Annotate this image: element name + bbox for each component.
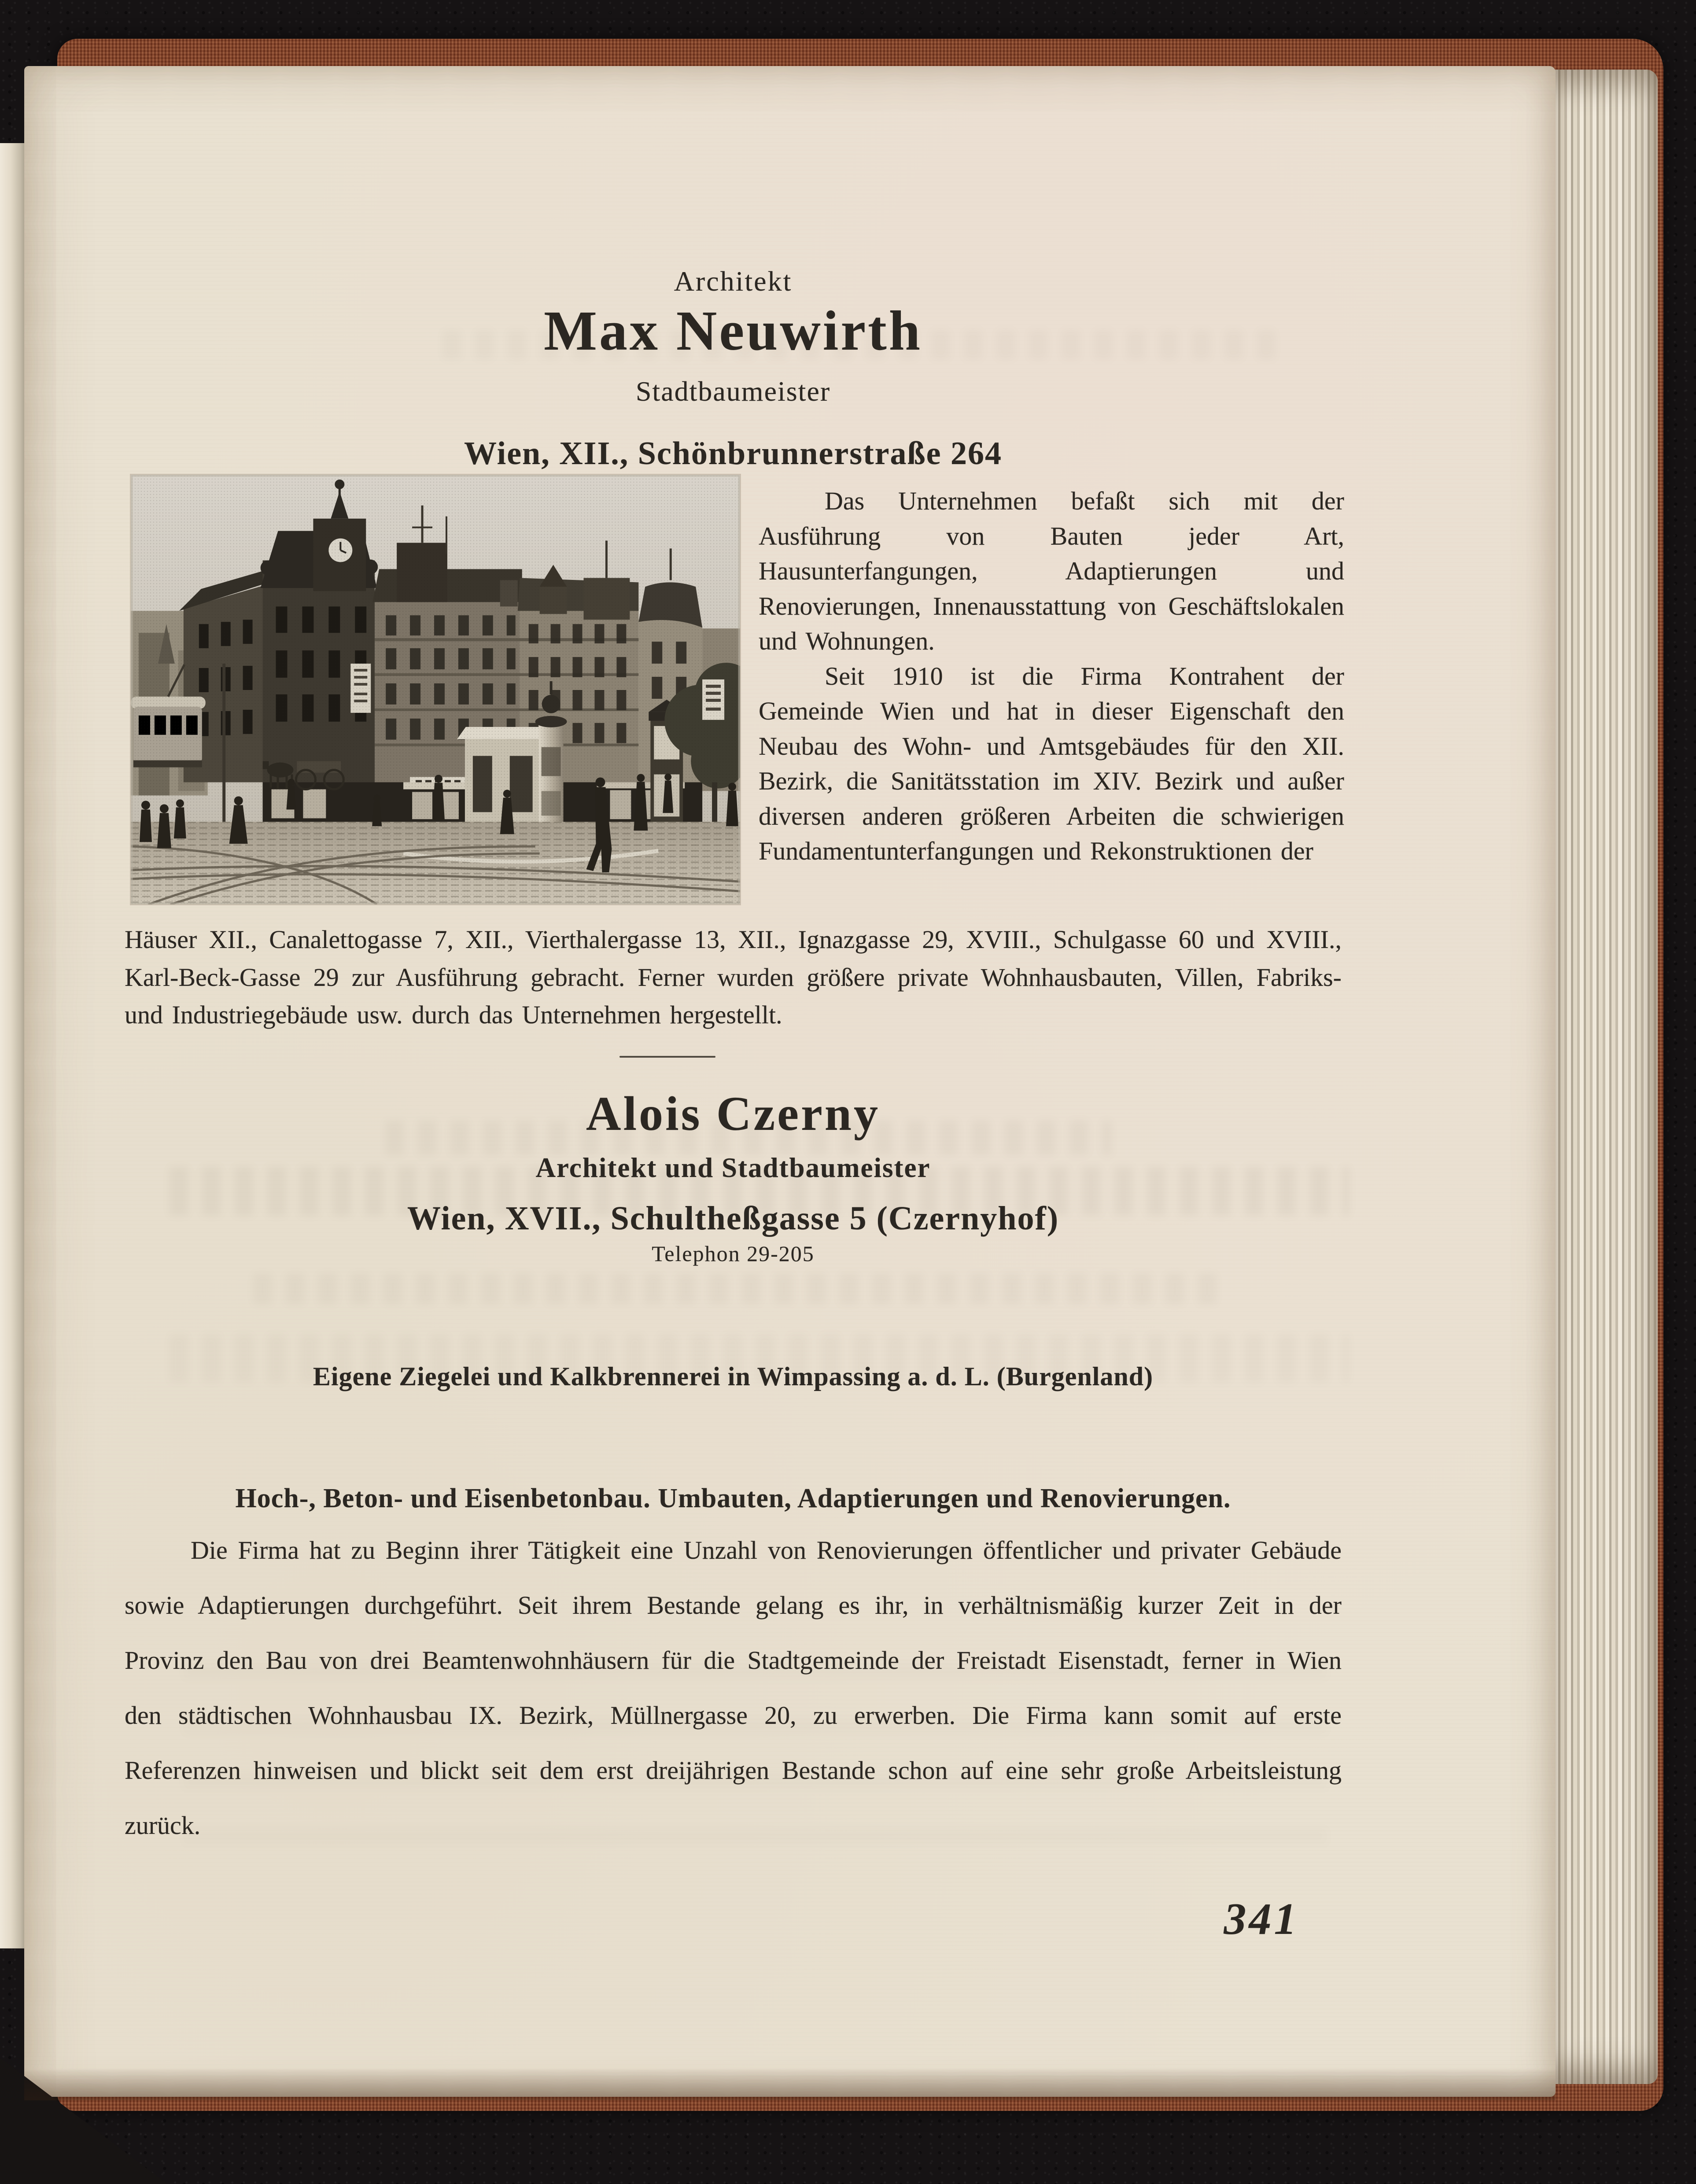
- page-bottom-shadow: [24, 2070, 1556, 2100]
- building-photo: [131, 475, 740, 904]
- page-number: 341: [1224, 1894, 1299, 1944]
- section-divider-rule: [619, 1056, 715, 1058]
- listing2-description: [125, 1523, 1342, 1853]
- listing1-paragraph-2: Seit 1910 ist die Firma Kontrahent der Gemeinde Wien und hat in dieser Eigenschaft den Neubau des Wohn- und Amtsgebäudes für den XII. Bezirk, die Sanitätsstation im XIV. Bezirk und außer diversen anderen größeren Arbeiten die schwierigen Fundamentunterfangungen und Rekonstruktionen der: [759, 661, 1344, 865]
- listing1-paragraph-1: Das Unternehmen befaßt sich mit der Ausführung von Bauten jeder Art, Hausunterfangungen, Adaptierungen und Renovierungen, Innenausstattung von Geschäftslokalen und Wohnungen.: [759, 487, 1344, 655]
- book-page: [24, 66, 1556, 2097]
- listing2-facilities-line: Eigene Ziegelei und Kalkbrennerei in Wimpassing a. d. L. (Burgenland): [313, 1362, 1154, 1391]
- listing1-title: Stadtbaumeister: [635, 376, 831, 407]
- listing1-name: Max Neuwirth: [544, 299, 922, 362]
- listing2-name: Alois Czerny: [586, 1087, 880, 1140]
- listing2-title: Architekt und Stadtbaumeister: [535, 1152, 931, 1183]
- building-photo-illustration: [131, 475, 740, 904]
- gutter-page-curl: [0, 143, 27, 1948]
- listing1-profession: Architekt: [674, 266, 793, 297]
- listing2-address: Wien, XVII., Schultheßgasse 5 (Czernyhof): [407, 1200, 1059, 1237]
- bleedthrough-ghost: [253, 1273, 1222, 1304]
- fore-edge-page-stack: [1548, 70, 1658, 2084]
- listing2-phone: Telephon 29-205: [652, 1241, 815, 1266]
- listing1-description-column: [759, 483, 1344, 869]
- listing2-paragraph: Die Firma hat zu Beginn ihrer Tätigkeit eine Unzahl von Renovierungen öffentlicher und privater Gebäude sowie Adaptierungen durchgeführt. Seit ihrem Bestande gelang es ihr, in verhältnismäßig kurzer Zeit in der Provinz den Bau von drei Beamtenwohnhäusern für die Stadtgemeinde der Freistadt Eisenstadt, ferner in Wien den städtischen Wohnhausbau IX. Bezirk, Müllnergasse 20, zu erwerben. Die Firma kann somit auf erste Referenzen hinweisen und blickt seit dem erst dreijährigen Bestande schon auf eine sehr große Arbeitsleistung zurück.: [125, 1536, 1342, 1840]
- listing2-services-line: Hoch-, Beton- und Eisenbetonbau. Umbauten, Adaptierungen und Renovierungen.: [235, 1483, 1231, 1513]
- listing1-address: Wien, XII., Schönbrunnerstraße 264: [464, 435, 1002, 472]
- listing1-paragraph-continuation: Häuser XII., Canalettogasse 7, XII., Vierthalergasse 13, XII., Ignazgasse 29, XVIII., Schulgasse 60 und XVIII., Karl-Beck-Gasse 29 zur Ausführung gebracht. Ferner wurden größere private Wohnhausbauten, Villen, Fabriks- und Industriegebäude usw. durch das Unternehmen hergestellt.: [125, 925, 1342, 1029]
